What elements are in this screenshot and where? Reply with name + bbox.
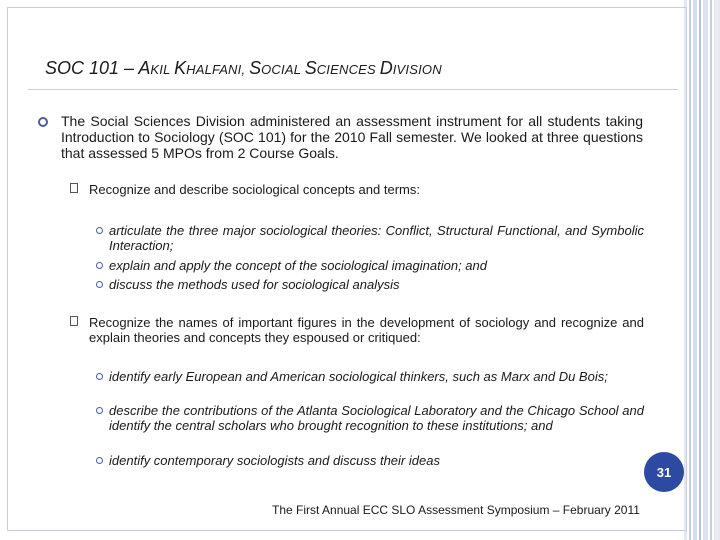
goal-1-item-3: discuss the methods used for sociological analysis	[109, 277, 400, 292]
goal-1-text: Recognize and describe sociological concepts and terms:	[89, 182, 420, 197]
bullet-box-icon	[70, 316, 78, 326]
goal-1-item-1: articulate the three major sociological theories: Conflict, Structural Functional, and Symbolic Interaction;	[109, 223, 644, 253]
footer-text: The First Annual ECC SLO Assessment Symposium – February 2011	[272, 503, 640, 517]
bullet-ring-icon	[96, 407, 103, 414]
bullet-box-icon	[70, 183, 78, 193]
bullet-ring-icon	[96, 281, 103, 288]
title-letter: K	[174, 58, 187, 78]
intro-paragraph: The Social Sciences Division administered an assessment instrument for all students taking Introduction to Sociology (SOC 101) for the 2010 Fall semester. We looked at three questions that assessed 5 MPOs from 2 Course Goals.	[61, 113, 643, 161]
goal-2-text: Recognize the names of important figures in the development of sociology and recognize and explain theories and concepts they espoused or critiqued:	[89, 315, 644, 345]
slide-title	[45, 58, 665, 79]
title-letter: S	[304, 58, 317, 78]
title-divider	[28, 89, 678, 90]
title-smallcaps: IVISION	[392, 62, 442, 77]
goal-2-item-3: identify contemporary sociologists and discuss their ideas	[109, 453, 440, 468]
title-code: SOC 101 –	[45, 58, 139, 78]
title-letter: D	[379, 58, 393, 78]
bullet-ring-icon	[38, 117, 48, 127]
title-smallcaps: CIENCES	[316, 62, 380, 77]
title-smallcaps: OCIAL	[261, 62, 305, 77]
decorative-border	[684, 0, 720, 540]
title-smallcaps: HALFANI,	[186, 62, 250, 77]
goal-1-item-2: explain and apply the concept of the sociological imagination; and	[109, 258, 487, 273]
bullet-ring-icon	[96, 457, 103, 464]
goal-2-item-1: identify early European and American sociological thinkers, such as Marx and Du Bois;	[109, 369, 608, 384]
goal-2-item-2: describe the contributions of the Atlanta Sociological Laboratory and the Chicago School and identify the central scholars who brought recognition to these institutions; and	[109, 403, 644, 433]
bullet-ring-icon	[96, 373, 103, 380]
bullet-ring-icon	[96, 262, 103, 269]
bullet-ring-icon	[96, 227, 103, 234]
title-letter: A	[138, 58, 151, 78]
title-letter: S	[249, 58, 262, 78]
title-smallcaps: KIL	[150, 62, 175, 77]
page-number-badge: 31	[644, 452, 684, 492]
